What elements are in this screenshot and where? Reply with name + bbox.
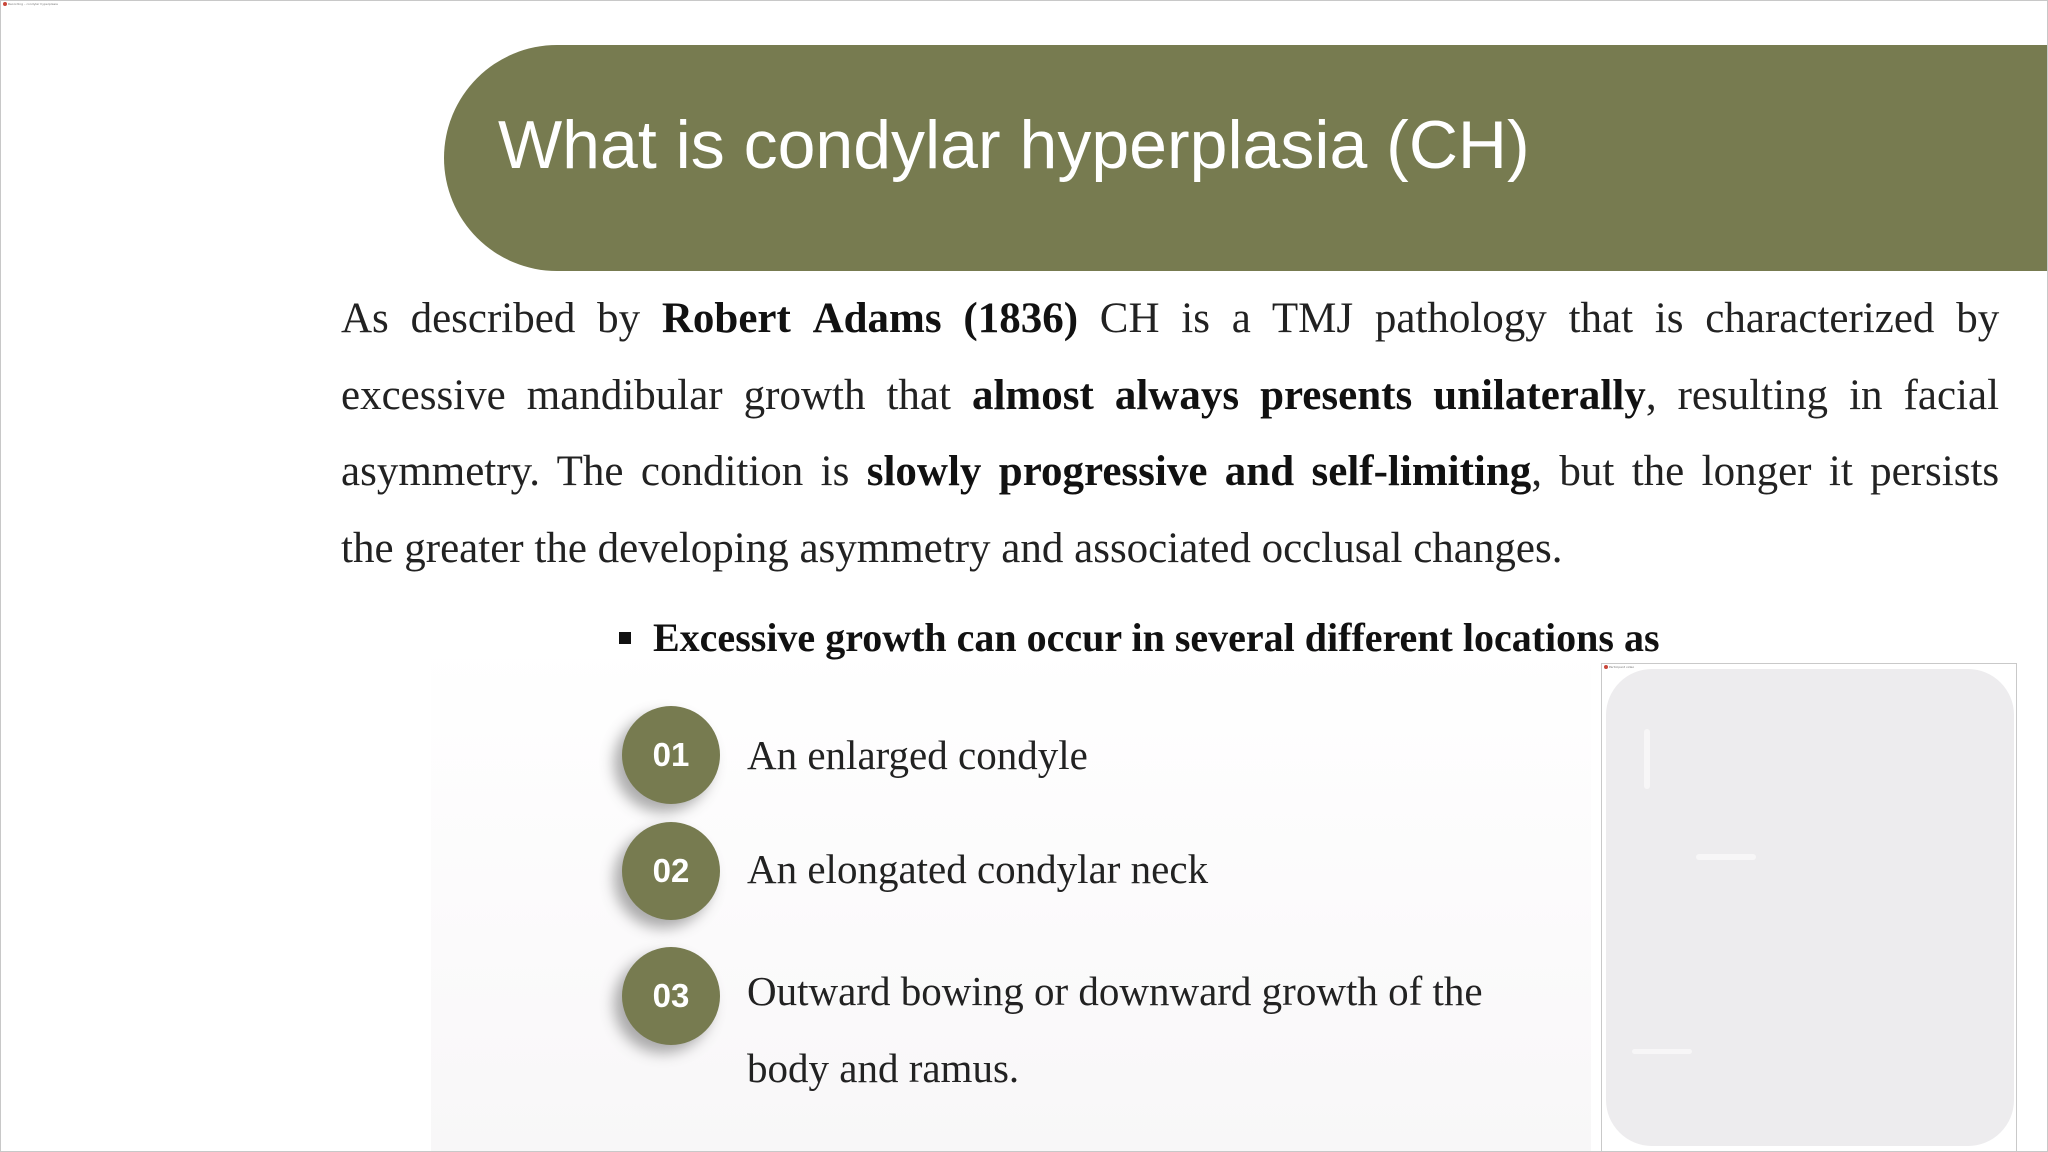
item-number-badge: 03 xyxy=(622,947,720,1045)
intro-word: always xyxy=(1114,371,1240,419)
intro-word: that xyxy=(886,371,951,419)
intro-word: that xyxy=(1568,295,1634,342)
slide-title: What is condylar hyperplasia (CH) xyxy=(498,107,1530,183)
intro-word: (1836) xyxy=(963,295,1079,342)
bullet-heading xyxy=(619,613,1660,663)
intro-word: pathology xyxy=(1374,295,1547,342)
intro-word: resulting xyxy=(1677,371,1829,419)
intro-word: presents xyxy=(1260,371,1413,419)
intro-word: Adams xyxy=(812,295,942,342)
intro-word: , xyxy=(1531,448,1543,495)
video-panel-tag-label: Participant video xyxy=(1609,665,1635,669)
intro-word: mandibular xyxy=(526,371,723,419)
recording-indicator-label: Recording – condylar hyperplasia xyxy=(8,2,58,6)
intro-word: a xyxy=(1231,295,1251,342)
item-text-line-2: body and ramus. xyxy=(747,1045,1020,1091)
participant-video-panel[interactable] xyxy=(1601,663,2017,1152)
intro-word: is xyxy=(1181,295,1210,342)
intro-word: in xyxy=(1849,371,1883,419)
item-text: An elongated condylar neck xyxy=(747,846,1209,892)
intro-word: almost xyxy=(971,371,1094,419)
intro-word: slowly xyxy=(866,448,982,495)
video-artifact xyxy=(1696,854,1756,860)
intro-line-2 xyxy=(341,358,1999,435)
item-text: An enlarged condyle xyxy=(747,732,1088,778)
video-artifact xyxy=(1644,729,1650,789)
intro-word: by xyxy=(597,295,641,342)
intro-word: is xyxy=(820,448,850,495)
intro-word: and xyxy=(1224,448,1295,495)
intro-word: asymmetry. xyxy=(341,448,541,495)
video-panel-tag xyxy=(1604,665,1684,670)
intro-word: , xyxy=(1645,371,1657,419)
intro-word: by xyxy=(1956,295,2000,342)
intro-line-3 xyxy=(341,434,1999,511)
bullet-heading-text: Excessive growth can occur in several different locations as xyxy=(653,615,1660,660)
video-feed xyxy=(1606,669,2014,1146)
intro-word: characterized xyxy=(1705,295,1935,342)
intro-word: TMJ xyxy=(1271,295,1354,342)
intro-word: The xyxy=(556,448,624,495)
intro-word: growth xyxy=(743,371,866,419)
square-bullet-icon xyxy=(619,632,631,644)
intro-word: unilaterally xyxy=(1433,371,1646,419)
intro-word: CH xyxy=(1099,295,1160,342)
intro-word: the xyxy=(1631,448,1685,495)
intro-word: but xyxy=(1559,448,1615,495)
record-dot-icon xyxy=(1604,665,1608,669)
video-artifact xyxy=(1632,1049,1692,1054)
item-number-badge: 01 xyxy=(622,706,720,804)
intro-line-1 xyxy=(341,281,1999,358)
intro-paragraph xyxy=(341,281,1999,587)
intro-word: self-limiting xyxy=(1311,448,1532,495)
intro-word: Robert xyxy=(661,295,791,342)
intro-word: condition xyxy=(640,448,804,495)
intro-line-4: the greater the developing asymmetry and associated occlusal changes. xyxy=(341,524,1563,572)
intro-word: described xyxy=(410,295,576,342)
recording-indicator xyxy=(3,2,63,7)
intro-word: progressive xyxy=(998,448,1208,495)
intro-word: is xyxy=(1654,295,1684,342)
item-number-badge: 02 xyxy=(622,822,720,920)
intro-word: excessive xyxy=(341,371,506,419)
record-dot-icon xyxy=(3,2,7,6)
intro-word: persists xyxy=(1870,448,2000,495)
intro-word: As xyxy=(341,295,389,342)
intro-word: it xyxy=(1828,448,1853,495)
intro-word: facial xyxy=(1903,371,2000,419)
item-text-line-1: Outward bowing or downward growth of the xyxy=(747,968,1483,1014)
intro-word: longer xyxy=(1701,448,1812,495)
